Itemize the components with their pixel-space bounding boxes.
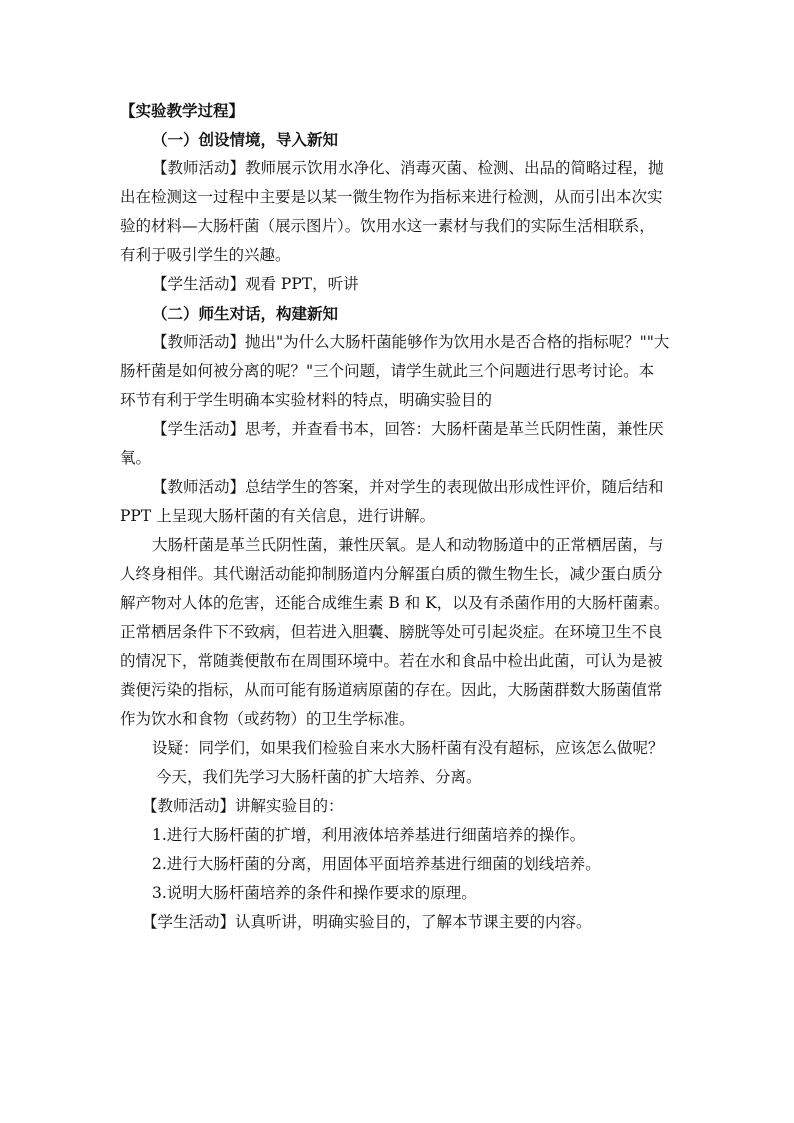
paragraph-line: PPT 上呈现大肠杆菌的有关信息，进行讲解。	[120, 507, 436, 525]
paragraph-line: 氧。	[120, 449, 152, 467]
heading: 【实验教学过程】	[120, 101, 245, 120]
paragraph-student-activity-2	[120, 415, 680, 473]
paragraph-line: 作为饮水和食物（或药物）的卫生学标准。	[120, 710, 415, 728]
paragraph-line: 【教师活动】抛出"为什么大肠杆菌能够作为饮用水是否合格的指标呢？""大	[152, 333, 670, 351]
objective-item: 1.进行大肠杆菌的扩增，利用液体培养基进行细菌培养的操作。	[152, 826, 586, 844]
paragraph-line: 出在检测这一过程中主要是以某一微生物作为指标来进行检测，从而引出本次实	[120, 188, 663, 206]
objectives-list	[120, 821, 680, 908]
paragraph-teacher-activity-2	[120, 328, 680, 415]
paragraph-line: 有利于吸引学生的兴趣。	[120, 246, 291, 264]
paragraph-line: 验的材料—大肠杆菌（展示图片）。饮用水这一素材与我们的实际生活相联系，	[120, 217, 655, 235]
section-title-1: （一）创设情境，导入新知	[152, 130, 339, 149]
paragraph-student-activity-1: 【学生活动】观看 PPT，听讲	[152, 275, 359, 293]
paragraph-line: 【教师活动】教师展示饮用水净化、消毒灭菌、检测、出品的简略过程，抛	[152, 159, 664, 177]
objective-item: 2.进行大肠杆菌的分离，用固体平面培养基进行细菌的划线培养。	[152, 855, 601, 873]
paragraph-line: 【教师活动】总结学生的答案，并对学生的表现做出形成性评价，随后结和	[152, 478, 664, 496]
paragraph-line: 粪便污染的指标，从而可能有肠道病原菌的存在。因此，大肠菌群数大肠菌值常	[120, 681, 663, 699]
paragraph-teacher-objectives: 【教师活动】讲解实验目的：	[142, 797, 344, 815]
paragraph-line: 解产物对人体的危害，还能合成维生素 B 和 K，以及有杀菌作用的大肠杆菌素。	[120, 594, 670, 612]
paragraph-line: 正常栖居条件下不致病，但若进入胆囊、膀胱等处可引起炎症。在环境卫生不良	[120, 623, 663, 641]
document-page	[120, 96, 680, 937]
paragraph-teacher-activity-1	[120, 154, 680, 270]
paragraph-today: 今天，我们先学习大肠杆菌的扩大培养、分离。	[156, 768, 482, 786]
paragraph-line: 人终身相伴。其代谢活动能抑制肠道内分解蛋白质的微生物生长，减少蛋白质分	[120, 565, 663, 583]
paragraph-line: 大肠杆菌是革兰氏阴性菌，兼性厌氧。是人和动物肠道中的正常栖居菌，与	[152, 536, 664, 554]
paragraph-ecoli-info	[120, 531, 680, 734]
paragraph-line: 【学生活动】思考，并查看书本，回答：大肠杆菌是革兰氏阴性菌，兼性厌	[152, 420, 664, 438]
paragraph-teacher-activity-3	[120, 473, 680, 531]
section-title-2: （二）师生对话，构建新知	[152, 304, 339, 323]
paragraph-line: 环节有利于学生明确本实验材料的特点，明确实验目的	[120, 391, 493, 409]
paragraph-line: 的情况下，常随粪便散布在周围环境中。若在水和食品中检出此菌，可认为是被	[120, 652, 663, 670]
paragraph-line: 肠杆菌是如何被分离的呢？"三个问题，请学生就此三个问题进行思考讨论。本	[120, 362, 655, 380]
paragraph-student-activity-3: 【学生活动】认真听讲，明确实验目的，了解本节课主要的内容。	[142, 913, 592, 931]
objective-item: 3.说明大肠杆菌培养的条件和操作要求的原理。	[152, 884, 477, 902]
paragraph-question: 设疑：同学们，如果我们检验自来水大肠杆菌有没有超标，应该怎么做呢？	[152, 739, 664, 757]
